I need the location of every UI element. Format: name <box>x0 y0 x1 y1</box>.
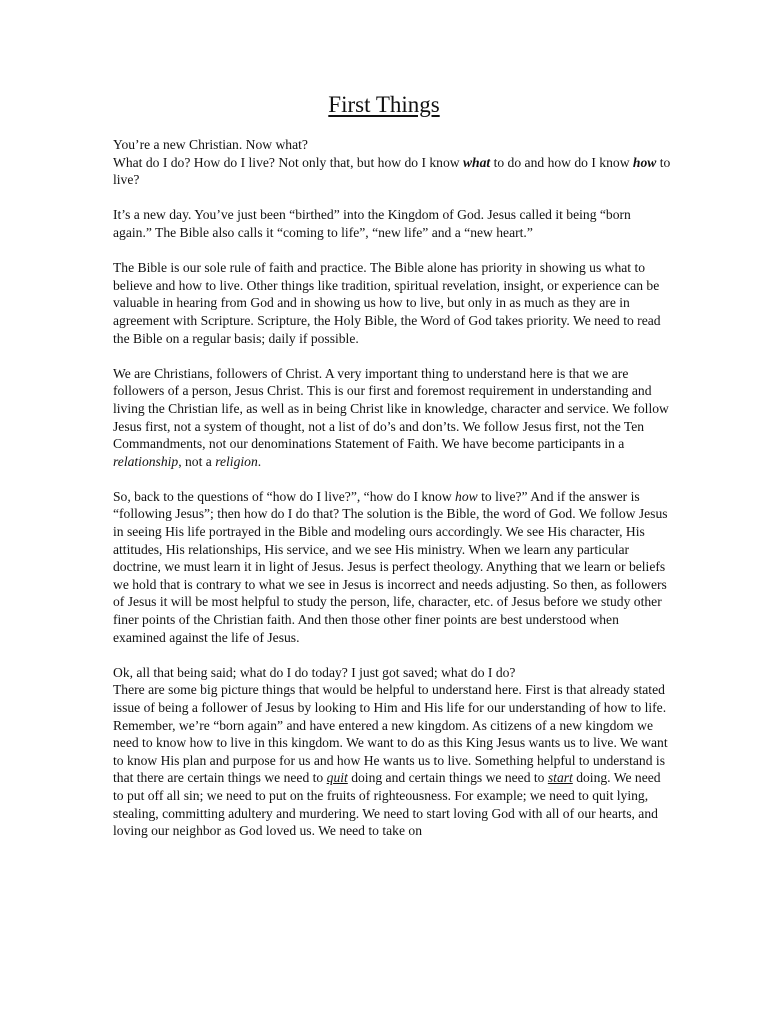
paragraph-5 <box>113 488 673 646</box>
p1-text-a: What do I do? How do I live? Not only that, but how do I know <box>113 154 463 170</box>
p1-text-c: to do and how do I know <box>490 154 633 170</box>
p1-line-1: You’re a new Christian. Now what? <box>113 137 308 152</box>
p6-emphasis-start: start <box>547 770 573 786</box>
document-title: First Things <box>328 92 440 117</box>
paragraph-4 <box>113 365 673 471</box>
p4-text-c: , not a <box>178 453 216 469</box>
paragraph-6 <box>113 664 673 840</box>
p1-emphasis-what: what <box>462 154 491 170</box>
document-body <box>113 136 673 857</box>
p6-text-c: doing and certain things we need to <box>347 770 548 786</box>
p6-emphasis-quit: quit <box>326 770 348 786</box>
p6-text-a: There are some big picture things that would be helpful to understand here. First is that already stated issue of being a follower of Jesus by looking to Him and His life for our understanding of how to life. Remember, we’re “born again” and have entered a new kingdom. As citizens of a new kingdom we need to know how to live in this kingdom. We want to do as this King Jesus wants us to live. We want to know His plan and purpose for us and how He wants us to live. Something helpful to understand is that there are certain things we need to <box>113 682 668 786</box>
p5-text-a: So, back to the questions of “how do I live?”, “how do I know <box>113 488 456 504</box>
p5-text-c: to live?” And if the answer is “following Jesus”; then how do I do that? The solution is the Bible, the word of God. We follow Jesus in seeing His life portrayed in the Bible and modeling ours accordingly. We see His character, His attitudes, His relationships, His service, and we see His ministry. When we learn any particular doctrine, we must learn it in light of Jesus. Jesus is perfect theology. Anything that we learn or beliefs we hold that is contrary to what we see in Jesus is incorrect and needs adjusting. So then, as followers of Jesus it will be most helpful to study the person, life, character, etc. of Jesus before we study other finer points of the Christian faith. And then those other finer points are best understood when examined against the life of Jesus. <box>113 488 668 645</box>
p6-line-1: Ok, all that being said; what do I do today? I just got saved; what do I do? <box>113 664 516 680</box>
p1-emphasis-how: how <box>632 154 657 170</box>
p5-emphasis-how: how <box>455 488 478 504</box>
p1-text-e: to live? <box>113 154 671 188</box>
paragraph-3: The Bible is our sole rule of faith and practice. The Bible alone has priority in showing us what to believe and how to live. Other things like tradition, spiritual revelation, insight, or experience can be valuable in hearing from God and in showing us how to live, but only in as much as they are in agreement with Scripture. Scripture, the Holy Bible, the Word of God takes priority. We need to read the Bible on a regular basis; daily if possible. <box>113 260 661 346</box>
p6-text-e: doing. We need to put off all sin; we need to put on the fruits of righteousness. For example; we need to quit lying, stealing, committing adultery and murdering. We need to start loving God with all of our hearts, and loving our neighbor as God loved us. We need to take on <box>113 770 661 839</box>
p4-emphasis-religion: religion <box>215 453 258 469</box>
p4-emphasis-relationship: relationship <box>113 453 179 469</box>
paragraph-2: It’s a new day. You’ve just been “birthed” into the Kingdom of God. Jesus called it being “born again.” The Bible also calls it “coming to life”, “new life” and a “new heart.” <box>113 207 631 240</box>
p4-text-e: . <box>257 453 262 469</box>
p4-text-a: We are Christians, followers of Christ. A very important thing to understand here is that we are followers of a person, Jesus Christ. This is our first and foremost requirement in understanding and living the Christian life, as well as in being Christ like in knowledge, character and service. We follow Jesus first, not a system of thought, not a list of do’s and don’ts. We follow Jesus first, not the Ten Commandments, not our denominations Statement of Faith. We have become participants in a <box>113 365 669 452</box>
paragraph-1 <box>113 136 673 189</box>
